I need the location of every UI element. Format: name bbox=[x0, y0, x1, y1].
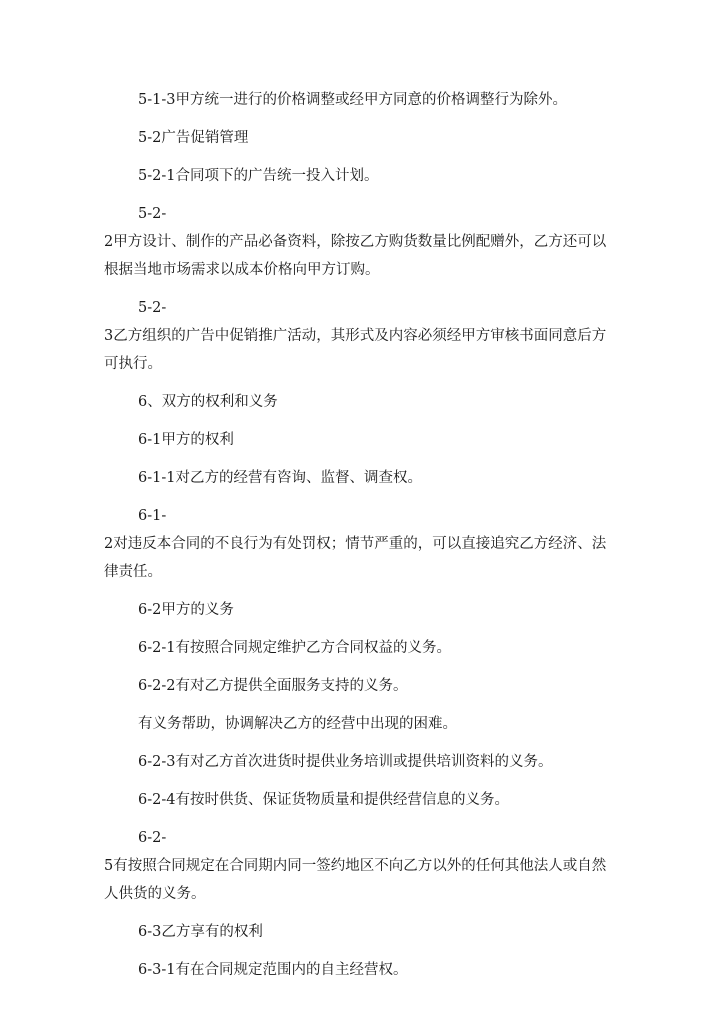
paragraph: 6-2-4有按时供货、保证货物质量和提供经营信息的义务。 bbox=[138, 792, 509, 808]
paragraph: 5-2-1合同项下的广告统一投入计划。 bbox=[138, 168, 379, 184]
paragraph: 5有按照合同规定在合同期内同一签约地区不向乙方以外的任何其他法人或自然人供货的义务。 bbox=[104, 858, 607, 902]
clause-number: 6-2- bbox=[138, 830, 167, 846]
section-heading: 6、双方的权利和义务 bbox=[138, 394, 278, 410]
paragraph: 6-2-1有按照合同规定维护乙方合同权益的义务。 bbox=[138, 640, 451, 656]
paragraph: 6-2-3有对乙方首次进货时提供业务培训或提供培训资料的义务。 bbox=[138, 754, 553, 770]
paragraph: 有义务帮助，协调解决乙方的经营中出现的困难。 bbox=[138, 716, 457, 732]
paragraph: 6-1-1对乙方的经营有咨询、监督、调查权。 bbox=[138, 470, 422, 486]
paragraph: 6-3-1有在合同规定范围内的自主经营权。 bbox=[138, 962, 408, 978]
section-heading: 6-2甲方的义务 bbox=[138, 602, 234, 618]
paragraph: 2对违反本合同的不良行为有处罚权；情节严重的，可以直接追究乙方经济、法律责任。 bbox=[104, 536, 607, 580]
paragraph: 2甲方设计、制作的产品必备资料，除按乙方购货数量比例配赠外，乙方还可以根据当地市场需求以成本价格向甲方订购。 bbox=[104, 234, 607, 278]
clause-number: 6-1- bbox=[138, 508, 167, 524]
section-heading: 6-1甲方的权利 bbox=[138, 432, 234, 448]
clause-number: 5-2- bbox=[138, 300, 167, 316]
clause-number: 5-2- bbox=[138, 206, 167, 222]
document-body bbox=[104, 86, 616, 994]
section-heading: 5-2广告促销管理 bbox=[138, 130, 249, 146]
paragraph: 5-1-3甲方统一进行的价格调整或经甲方同意的价格调整行为除外。 bbox=[138, 92, 567, 108]
paragraph: 6-2-2有对乙方提供全面服务支持的义务。 bbox=[138, 678, 408, 694]
section-heading: 6-3乙方享有的权利 bbox=[138, 924, 263, 940]
paragraph: 3乙方组织的广告中促销推广活动，其形式及内容必须经甲方审核书面同意后方可执行。 bbox=[104, 328, 607, 372]
